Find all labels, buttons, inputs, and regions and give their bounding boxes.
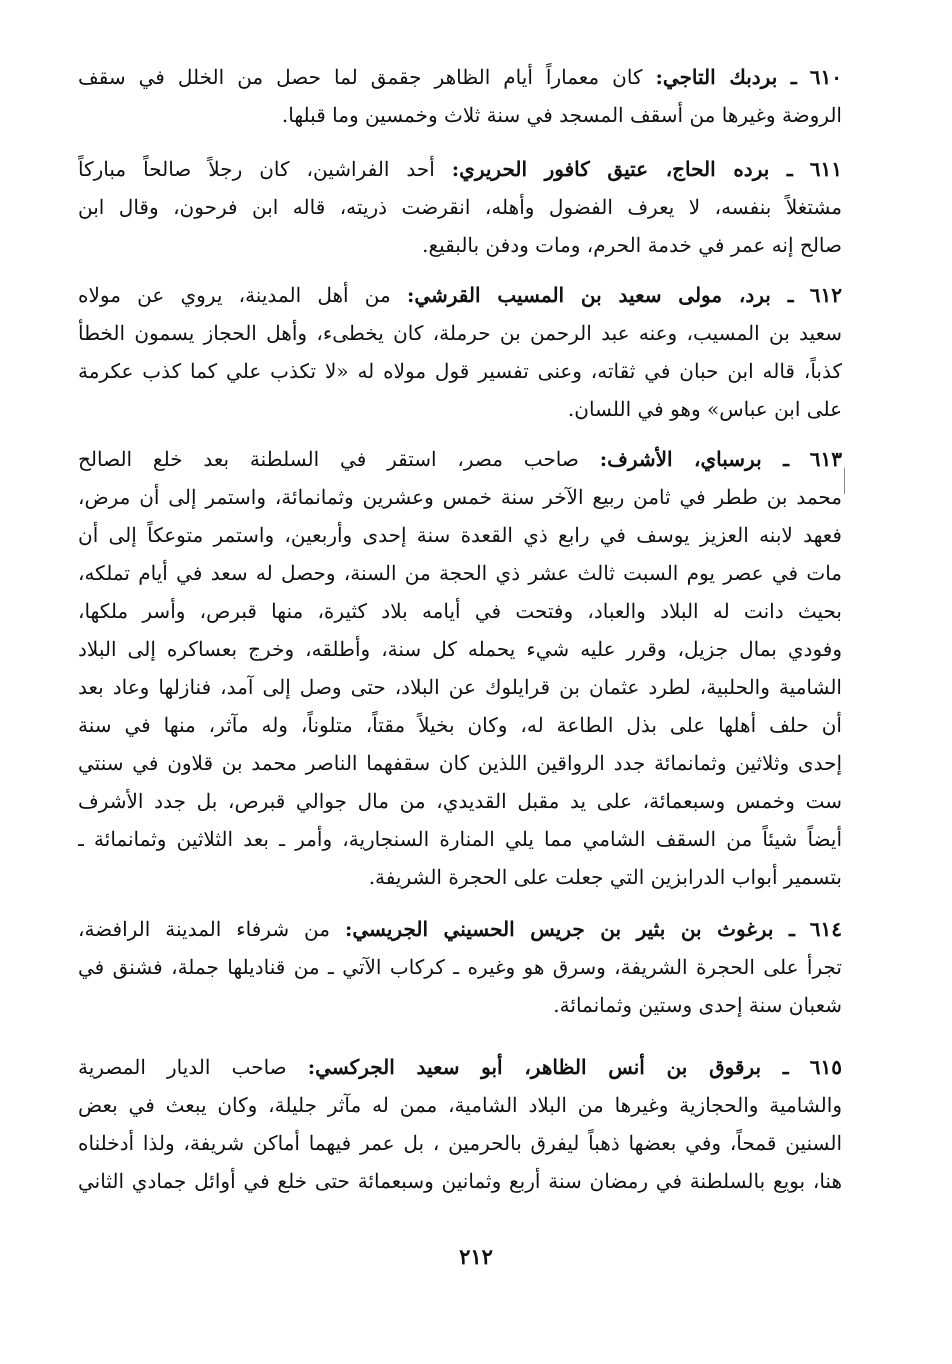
entry-text-line: تجرأ على الحجرة الشريفة، وسرق هو وغيره ـ كركاب الآتي ـ من قناديلها جملة، فشنق في (78, 955, 842, 979)
entry-number: ٦١٢ (809, 283, 842, 307)
entry-text-line: أن حلف أهلها على بذل الطاعة له، وكان بخيلاً مقتاً، متلوناً، وله مآثر، منها في سنة (78, 713, 842, 737)
page-number: ٢١٢ (459, 1244, 493, 1269)
entry-heading: ـ برسباي، الأشرف: (599, 447, 789, 471)
entry-number: ٦١٤ (809, 917, 842, 941)
entry-text: من شرفاء المدينة الرافضة، (78, 917, 330, 941)
entry-text: كان معماراً أيام الظاهر جقمق لما حصل من الخلل في سقف (78, 65, 643, 89)
entry-text-line: بحيث دانت له البلاد والعباد، وفتحت في أيامه بلاد كثيرة، منها قبرص، وأسر ملكها، (78, 599, 842, 623)
entry-610 (78, 58, 842, 134)
entry-text-line: ست وخمس وسبعمائة، على يد مقبل القديدي، من مال جوالي قبرص، بل جدد الأشرف (78, 789, 842, 813)
entry-text-line: إحدى وثلاثين وثمانمائة جدد الرواقين اللذين كان سقفهما الناصر محمد بن قلاون في سنتي (78, 751, 842, 775)
entry-text-line: مشتغلاً بنفسه، لا يعرف الفضول وأهله، انقرضت ذريته، قاله ابن فرحون، وقال ابن (78, 195, 842, 219)
entry-text-line: صالح إنه عمر في خدمة الحرم، ومات ودفن بالبقيع. (422, 233, 842, 257)
entry-text-line: أيضاً شيئاً من السقف الشامي مما يلي المنارة السنجارية، وأمر ـ بعد الثلاثين وثمانمائة ـ (78, 827, 842, 851)
entry-first-line (78, 276, 842, 314)
entry-614 (78, 910, 842, 1024)
entry-613 (78, 440, 842, 896)
margin-mark (844, 468, 845, 494)
entry-text-line: الشامية والحلبية، لطرد عثمان بن قرايلوك عن البلاد، حتى وصل إلى آمد، فنازلها وعاد بعد (78, 675, 842, 699)
entry-text-line: فعهد لابنه العزيز يوسف في رابع ذي القعدة سنة إحدى وأربعين، واستمر متوعكاً إلى أن (78, 523, 842, 547)
entry-heading: ـ برغوث بن بثير بن جريس الحسيني الجريسي: (344, 917, 795, 941)
entry-611 (78, 150, 842, 264)
entry-text-line: محمد بن ططر في ثامن ربيع الآخر سنة خمس وعشرين وثمانمائة، واستمر إلى أن مرض، (78, 485, 842, 509)
entry-text-line: سعيد بن المسيب، وعنه عبد الرحمن بن حرملة، كان يخطىء، وأهل الحجاز يسمون الخطأ (78, 321, 842, 345)
entry-615 (78, 1048, 842, 1200)
entry-first-line (78, 440, 842, 478)
entry-heading: ـ برده الحاج، عتيق كافور الحريري: (451, 157, 793, 181)
entry-text-line: وفودي بمال جزيل، وقرر عليه شيء يحمله كل سنة، وأطلقه، وخرج بعساكره إلى البلاد (78, 637, 842, 661)
entry-text-line: مات في عصر يوم السبت ثالث عشر ذي الحجة من السنة، وحصل له سعد في أيام تملكه، (78, 561, 842, 585)
entry-number: ٦١١ (809, 157, 842, 181)
entry-first-line (78, 58, 842, 96)
entry-text-line: الروضة وغيرها من أسقف المسجد في سنة ثلاث وخمسين وما قبلها. (281, 103, 842, 127)
entry-text-line: السنين قمحاً، وفي بعضها ذهباً ليفرق بالحرمين ، بل عمر فيهما أماكن شريفة، ولذا أدخلناه (78, 1131, 842, 1155)
entry-text-line: هنا، بويع بالسلطنة في رمضان سنة أربع وثمانين وسبعمائة حتى خلع في أوائل جمادي الثاني (78, 1169, 842, 1193)
entry-first-line (78, 150, 842, 188)
entry-heading: ـ بردبك التاجي: (655, 65, 797, 89)
entry-first-line (78, 1048, 842, 1086)
entry-text-line: بتسمير أبواب الدرابزين التي جعلت على الحجرة الشريفة. (368, 865, 842, 889)
entry-text-line: على ابن عباس» وهو في اللسان. (567, 397, 842, 421)
entry-number: ٦١٥ (809, 1055, 842, 1079)
entry-heading: ـ برد، مولى سعيد بن المسيب القرشي: (406, 283, 794, 307)
entry-text-line: كذباً، قاله ابن حبان في ثقاته، وعنى تفسير قول مولاه له «لا تكذب علي كما كذب عكرمة (78, 359, 842, 383)
entry-heading: ـ برقوق بن أنس الظاهر، أبو سعيد الجركسي: (307, 1055, 789, 1079)
entry-text-line: شعبان سنة إحدى وستين وثمانمائة. (553, 993, 842, 1017)
entry-text: صاحب مصر، استقر في السلطنة بعد خلع الصالح (78, 447, 579, 471)
entry-text-line: والشامية والحجازية وغيرها من البلاد الشامية، ممن له مآثر جليلة، وكان يبعث في بعض (78, 1093, 842, 1117)
document-page (78, 58, 842, 1200)
entry-first-line (78, 910, 842, 948)
entry-text: صاحب الديار المصرية (78, 1055, 287, 1079)
entry-number: ٦١٠ (809, 65, 842, 89)
entry-number: ٦١٣ (809, 447, 842, 471)
entry-text: من أهل المدينة، يروي عن مولاه (78, 283, 391, 307)
entry-text: أحد الفراشين، كان رجلاً صالحاً مباركاً (78, 157, 435, 181)
entry-612 (78, 276, 842, 428)
